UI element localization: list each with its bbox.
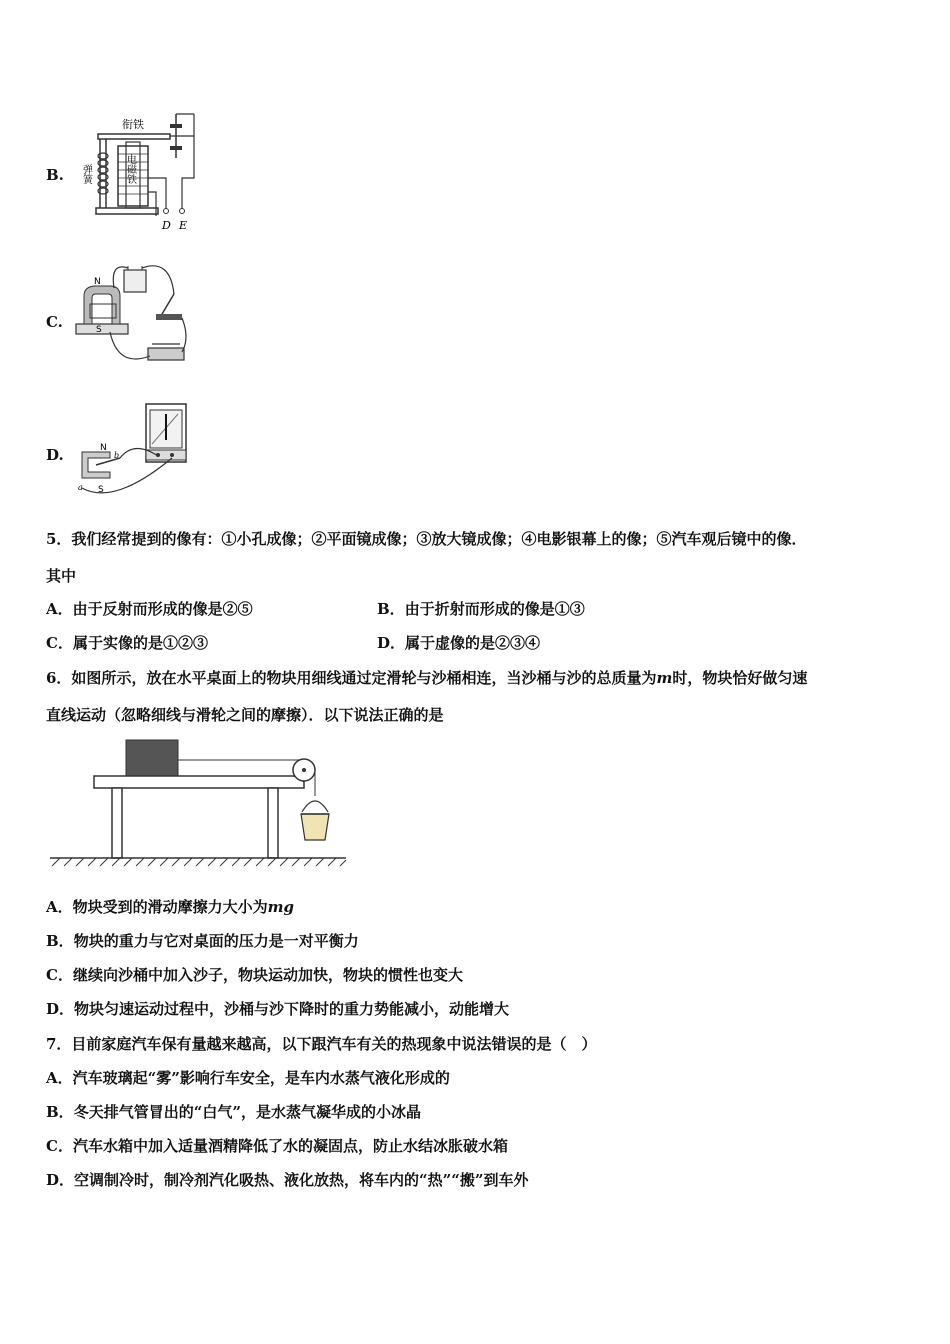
q7-option-a-label: A． bbox=[46, 1069, 73, 1087]
q6-option-a-label: A． bbox=[46, 898, 73, 916]
q7-option-b[interactable] bbox=[46, 1103, 421, 1121]
q5-option-b[interactable] bbox=[377, 600, 585, 618]
q7-option-a[interactable] bbox=[46, 1069, 450, 1087]
q7-stem: 7．目前家庭汽车保有量越来越高，以下跟汽车有关的热现象中说法错误的是（ ） bbox=[46, 1035, 597, 1053]
q6-option-d-text: 物块匀速运动过程中，沙桶与沙下降时的重力势能减小，动能增大 bbox=[74, 1000, 510, 1018]
motor-pole-s: S bbox=[96, 325, 102, 335]
q7-option-b-label: B． bbox=[46, 1103, 74, 1121]
q5-option-c-label: C． bbox=[46, 634, 73, 652]
q7-option-b-text: 冬天排气管冒出的“白气”，是水蒸气凝华成的小冰晶 bbox=[73, 1103, 421, 1121]
induction-pole-n: N bbox=[100, 443, 107, 453]
q7-option-c-label: C． bbox=[46, 1137, 73, 1155]
relay-terminal-d: D bbox=[162, 219, 171, 232]
q6-option-a[interactable] bbox=[46, 898, 294, 916]
q5-stem-line2: 其中 bbox=[46, 567, 77, 585]
q6-stem-line1-part-b: 时，物块恰好做匀速 bbox=[672, 669, 808, 687]
q5-option-a[interactable] bbox=[46, 600, 253, 618]
pulley-table-figure bbox=[46, 734, 356, 870]
q6-option-c-text: 继续向沙桶中加入沙子，物块运动加快，物块的惯性也变大 bbox=[72, 966, 463, 984]
q6-option-a-text: 物块受到的滑动摩擦力大小为 bbox=[72, 898, 268, 916]
motor-pole-n: N bbox=[94, 277, 101, 287]
induction-point-b: b bbox=[114, 451, 120, 460]
q5-stem-line1: 5．我们经常提到的像有：①小孔成像；②平面镜成像；③放大镜成像；④电影银幕上的像；⑤汽车观后镜中的像． bbox=[46, 530, 807, 548]
q7-option-c-text: 汽车水箱中加入适量酒精降低了水的凝固点，防止水结冰胀破水箱 bbox=[72, 1137, 508, 1155]
q5-option-b-label: B． bbox=[377, 600, 405, 618]
q5-option-b-text: 由于折射而形成的像是①③ bbox=[404, 600, 585, 618]
q6-option-a-variable: mg bbox=[267, 898, 295, 916]
motor-circuit-figure bbox=[70, 258, 190, 376]
q5-option-c[interactable] bbox=[46, 634, 208, 652]
q5-option-a-text: 由于反射而形成的像是②⑤ bbox=[72, 600, 253, 618]
q5-option-d[interactable] bbox=[377, 634, 540, 652]
q7-option-a-text: 汽车玻璃起“雾”影响行车安全，是车内水蒸气液化形成的 bbox=[72, 1069, 450, 1087]
electromagnetic-relay-figure bbox=[82, 108, 202, 236]
q6-stem-line1 bbox=[46, 669, 807, 687]
q7-option-d-text: 空调制冷时，制冷剂汽化吸热、液化放热，将车内的“热”“搬”到车外 bbox=[74, 1171, 529, 1189]
q7-option-d[interactable] bbox=[46, 1171, 529, 1189]
q6-stem-line2: 直线运动（忽略细线与滑轮之间的摩擦）．以下说法正确的是 bbox=[46, 706, 444, 724]
q4-option-d-label: D. bbox=[46, 446, 64, 464]
q5-option-a-label: A． bbox=[46, 600, 73, 618]
relay-label-electromagnet: 电磁铁 bbox=[124, 154, 136, 184]
q5-option-d-label: D． bbox=[377, 634, 406, 652]
induction-pole-s: S bbox=[98, 485, 104, 495]
q5-option-c-text: 属于实像的是①②③ bbox=[72, 634, 208, 652]
q7-option-d-label: D． bbox=[46, 1171, 75, 1189]
induction-galvanometer-figure bbox=[74, 400, 194, 510]
q6-stem-variable: m bbox=[656, 669, 673, 687]
q6-option-d[interactable] bbox=[46, 1000, 509, 1018]
q6-stem-line1-part-a: 6．如图所示，放在水平桌面上的物块用细线通过定滑轮与沙桶相连，当沙桶与沙的总质量为 bbox=[46, 669, 657, 687]
q6-option-c-label: C． bbox=[46, 966, 73, 984]
q5-option-d-text: 属于虚像的是②③④ bbox=[405, 634, 541, 652]
q6-option-b[interactable] bbox=[46, 932, 359, 950]
relay-terminal-e: E bbox=[179, 219, 188, 232]
q7-option-c[interactable] bbox=[46, 1137, 508, 1155]
induction-point-a: a bbox=[78, 483, 83, 492]
relay-label-armature: 衔铁 bbox=[122, 118, 144, 131]
q4-option-c-label: C. bbox=[46, 313, 63, 331]
relay-label-spring: 弹簧 bbox=[80, 164, 92, 184]
q6-option-b-text: 物块的重力与它对桌面的压力是一对平衡力 bbox=[73, 932, 359, 950]
q6-option-d-label: D． bbox=[46, 1000, 75, 1018]
q6-option-c[interactable] bbox=[46, 966, 463, 984]
q6-option-b-label: B． bbox=[46, 932, 74, 950]
q4-option-b-label: B. bbox=[46, 166, 64, 184]
